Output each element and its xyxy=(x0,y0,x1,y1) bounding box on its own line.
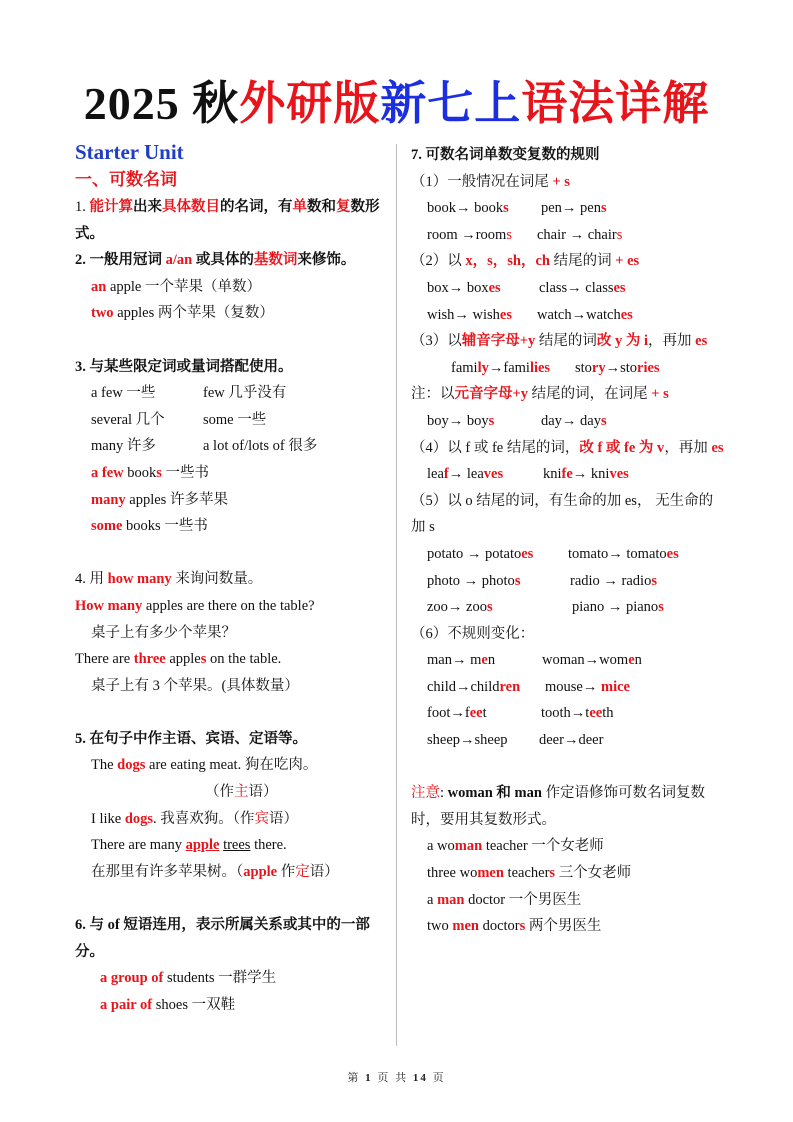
example-line: zoo→ zoos piano → pianos xyxy=(427,599,664,616)
example-line: man→ men woman→women xyxy=(427,652,642,669)
example-line: 桌子上有多少个苹果？ xyxy=(91,624,236,641)
example-line: How many apples are there on the table? xyxy=(75,597,315,614)
example-line: potato → potatoes tomato→ tomatoes xyxy=(427,545,679,562)
example-line: child→children mouse→ mice xyxy=(427,678,630,695)
example-line: （作主语） xyxy=(205,784,278,801)
column-divider xyxy=(396,144,397,1046)
right-column xyxy=(411,142,726,940)
example-line: book→ books pen→ pens xyxy=(427,200,607,217)
example-line: The dogs are eating meat. 狗在吃肉。 xyxy=(91,757,318,774)
example-line: 在那里有许多苹果树。（apple 作定语） xyxy=(91,863,339,880)
list-item: 3. 与某些限定词或量词搭配使用。 xyxy=(75,358,293,375)
note-paragraph: 注意: woman 和 man 作定语修饰可数名词复数时，要用其复数形式。 xyxy=(411,785,706,828)
example-line: three women teachers 三个女老师 xyxy=(427,865,632,882)
example-line: a man doctor 一个男医生 xyxy=(427,891,582,908)
example-line: sheep→sheep deer→deer xyxy=(427,732,604,749)
example-line: many 许多 a lot of/lots of 很多 xyxy=(91,438,318,455)
example-line: 桌子上有 3 个苹果。(具体数量） xyxy=(91,677,299,694)
rule-item: （2）以 x，s，sh，ch 结尾的词 + es xyxy=(411,253,640,270)
left-column xyxy=(75,138,390,1018)
rule-item: （3）以辅音字母+y 结尾的词改 y 为 i，再加 es xyxy=(411,333,708,350)
page-footer: 第 1 页 共 14 页 xyxy=(347,1072,446,1084)
example-line: a few 一些 few 几乎没有 xyxy=(91,385,287,402)
example-line: photo → photos radio → radios xyxy=(427,572,657,589)
example-line: family→families story→stories xyxy=(451,359,660,376)
example-line: I like dogs. 我喜欢狗。（作宾语） xyxy=(91,810,299,827)
list-item: 5. 在句子中作主语、宾语、定语等。 xyxy=(75,730,307,747)
example-line: several 几个 some 一些 xyxy=(91,411,267,428)
example-line: boy→ boys day→ days xyxy=(427,412,607,429)
example-line: a woman teacher 一个女老师 xyxy=(427,838,604,855)
rule-item: （5）以 o 结尾的词，有生命的加 es， 无生命的加 s xyxy=(411,492,714,536)
rule-item: （1）一般情况在词尾 + s xyxy=(411,173,570,190)
rule-item: （6）不规则变化： xyxy=(411,625,535,642)
example-line: There are three apples on the table. xyxy=(75,651,282,668)
example-line: some books 一些书 xyxy=(91,518,208,535)
list-item: 6. 与 of 短语连用，表示所属关系或其中的一部分。 xyxy=(75,917,370,960)
rule-note: 注：以元音字母+y 结尾的词，在词尾 + s xyxy=(411,386,669,403)
example-line: a few books 一些书 xyxy=(91,464,210,481)
unit-heading: Starter Unit xyxy=(75,140,184,164)
example-line: many apples 许多苹果 xyxy=(91,491,228,508)
rule-heading: 7. 可数名词单数变复数的规则 xyxy=(411,147,600,163)
example-line: There are many apple trees there. xyxy=(91,837,287,854)
section-heading: 一、可数名词 xyxy=(75,170,177,189)
example-line: two men doctors 两个男医生 xyxy=(427,918,602,935)
example-line: foot→feet tooth→teeth xyxy=(427,705,614,722)
example-line: leaf→ leaves knife→ knives xyxy=(427,466,629,483)
example-line: room →rooms chair → chairs xyxy=(427,226,623,243)
example-line: a group of students 一群学生 xyxy=(100,970,277,987)
list-item: 2. 一般用冠词 a/an 或具体的基数词来修饰。 xyxy=(75,252,356,269)
example-line: wish→ wishes watch→watches xyxy=(427,306,633,323)
list-item: 1. 能计算出来具体数目的名词，有单数和复数形式。 xyxy=(75,199,380,242)
example-line: a pair of shoes 一双鞋 xyxy=(100,996,236,1013)
example-line: two apples 两个苹果（复数） xyxy=(91,305,274,322)
example-line: an apple 一个苹果（单数） xyxy=(91,278,261,295)
list-item: 4. 用 how many 来询问数量。 xyxy=(75,571,263,588)
page-title: 2025 秋外研版新七上语法详解 xyxy=(83,78,710,129)
rule-item: （4）以 f 或 fe 结尾的词，改 f 或 fe 为 v，再加 es xyxy=(411,439,724,456)
example-line: box→ boxes class→ classes xyxy=(427,279,626,296)
